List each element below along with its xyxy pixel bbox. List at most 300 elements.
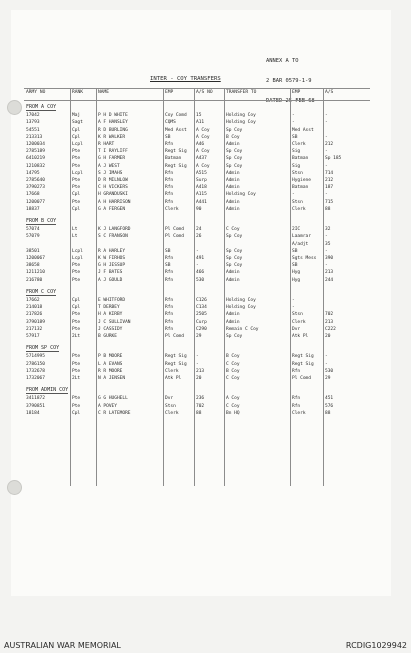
table-cell: 3790189 bbox=[26, 319, 45, 325]
table-row bbox=[24, 297, 370, 304]
table-row bbox=[24, 326, 370, 333]
table-cell: 90 bbox=[196, 206, 202, 212]
table-cell: 54551 bbox=[26, 127, 40, 133]
table-cell: SB bbox=[165, 134, 171, 140]
table-cell: Clerk bbox=[292, 206, 306, 212]
table-cell: Stsn bbox=[292, 170, 303, 176]
table-cell: Curp bbox=[196, 319, 207, 325]
table-cell: - bbox=[196, 354, 199, 360]
table-cell: Pte bbox=[72, 156, 81, 162]
table-cell: A Coy bbox=[196, 127, 210, 133]
table-cell: Rfn bbox=[165, 298, 174, 303]
section-heading-text: FROM B COY bbox=[26, 218, 57, 224]
table-cell: Cpl bbox=[72, 298, 81, 303]
table-cell: - bbox=[292, 120, 295, 126]
table-cell: K R WALKER bbox=[98, 134, 126, 140]
table-cell: Pl Comd bbox=[165, 227, 184, 233]
table-cell: Pl Comd bbox=[292, 376, 311, 381]
table-row bbox=[24, 233, 370, 240]
column-header: TRANSFER TO bbox=[226, 90, 257, 95]
table-cell: G H FARMER bbox=[98, 156, 126, 162]
section-heading-text: FROM SP COY bbox=[26, 345, 60, 352]
table-cell: 576 bbox=[325, 403, 334, 409]
table-cell: - bbox=[292, 192, 295, 198]
table-cell: - bbox=[325, 361, 328, 367]
table-cell: J CASSIDY bbox=[98, 326, 123, 332]
table-row bbox=[24, 241, 370, 248]
table-cell: - bbox=[325, 263, 328, 269]
table-cell: Pte bbox=[72, 178, 81, 183]
archive-footer bbox=[0, 640, 411, 653]
table-cell: 20 bbox=[325, 334, 331, 339]
table-cell: 2IC bbox=[292, 227, 301, 233]
table-cell: Clerk bbox=[165, 410, 179, 416]
table-cell: - bbox=[196, 263, 199, 269]
table-cell: Cpl bbox=[72, 134, 81, 140]
table-cell: Holding Coy bbox=[226, 298, 256, 303]
table-cell: A POVEY bbox=[98, 403, 117, 409]
table-cell: A F HANSLEY bbox=[98, 120, 128, 126]
table-cell: 17662 bbox=[26, 298, 40, 303]
table-cell: CQMS bbox=[165, 120, 176, 126]
table-cell: 1732678 bbox=[26, 368, 45, 374]
table-cell: 1210832 bbox=[26, 163, 45, 169]
table-cell: A46 bbox=[196, 142, 205, 147]
section-heading-text: FROM A COY bbox=[26, 104, 57, 110]
table-row bbox=[24, 134, 370, 141]
table-cell: 187 bbox=[325, 185, 334, 191]
table-cell: Lt bbox=[72, 227, 78, 233]
table-cell: 216780 bbox=[26, 277, 43, 283]
table-row bbox=[24, 191, 370, 198]
table-cell: H A KIRBY bbox=[98, 312, 123, 318]
table-cell: Rfn bbox=[165, 270, 174, 276]
table-row bbox=[24, 170, 370, 177]
table-cell: Pl Comd bbox=[165, 334, 184, 339]
table-cell: G G HUGHELL bbox=[98, 396, 128, 402]
table-cell: C Coy bbox=[226, 227, 240, 233]
table-cell: Sp Coy bbox=[226, 256, 243, 261]
table-cell: 3790273 bbox=[26, 185, 45, 191]
column-header: NAME bbox=[98, 90, 110, 95]
table-cell: Sig bbox=[292, 163, 301, 169]
table-cell: - bbox=[325, 248, 328, 254]
table-cell: G A FERGEN bbox=[98, 206, 126, 212]
table-cell: - bbox=[292, 305, 295, 311]
table-cell: 3790851 bbox=[26, 403, 45, 409]
table-row bbox=[24, 361, 370, 368]
table-cell: Rfn bbox=[165, 178, 174, 183]
table-cell: C222 bbox=[325, 326, 336, 332]
table-cell: 38658 bbox=[26, 263, 40, 269]
table-row bbox=[24, 248, 370, 255]
table-cell: 714 bbox=[325, 170, 334, 176]
table-cell: Pte bbox=[72, 326, 81, 332]
table-cell: 236 bbox=[196, 396, 205, 402]
table-cell: Clerk bbox=[292, 319, 306, 325]
table-row bbox=[24, 148, 370, 155]
section-heading-text: FROM ADMIN COY bbox=[26, 387, 69, 394]
table-cell: 57917 bbox=[26, 334, 40, 339]
table-cell: Lt bbox=[72, 234, 78, 240]
table-cell: Sig bbox=[292, 149, 301, 155]
table-cell: 1200067 bbox=[26, 256, 45, 261]
table-cell: A Coy bbox=[196, 134, 210, 140]
table-cell: Remain C Coy bbox=[226, 326, 259, 332]
table-cell: B GURKE bbox=[98, 334, 117, 339]
table-row bbox=[24, 226, 370, 233]
table-cell: 491 bbox=[196, 256, 205, 261]
table-cell: 38501 bbox=[26, 248, 40, 254]
table-row bbox=[24, 206, 370, 213]
table-cell: - bbox=[196, 248, 199, 254]
table-cell: Rfn bbox=[165, 312, 174, 318]
table-row bbox=[24, 410, 370, 417]
table-cell: Hyg bbox=[292, 270, 301, 276]
table-cell: SB bbox=[292, 263, 298, 269]
table-row bbox=[24, 184, 370, 191]
table-cell: A418 bbox=[196, 185, 207, 191]
table-cell: L A EVANS bbox=[98, 361, 123, 367]
table-cell: 17668 bbox=[26, 192, 40, 198]
table-cell: 2Lt bbox=[72, 376, 81, 381]
table-cell: D R MILNLOW bbox=[98, 178, 128, 183]
annex-line-2: 2 BAR 0579-1-9 bbox=[266, 77, 312, 84]
table-cell: Cpl bbox=[72, 192, 81, 198]
table-cell: - bbox=[292, 113, 295, 119]
table-cell: K J LANGFORD bbox=[98, 227, 131, 233]
header-rule bbox=[24, 100, 370, 101]
table-cell: 14795 bbox=[26, 170, 40, 176]
table-cell: Clerk bbox=[165, 368, 179, 374]
table-cell: C290 bbox=[196, 326, 207, 332]
table-cell: T I RAYLIFF bbox=[98, 149, 128, 155]
document-title: INTER - COY TRANSFERS bbox=[150, 76, 221, 82]
table-cell: 5714995 bbox=[26, 354, 45, 360]
table-cell: 35 bbox=[325, 241, 331, 247]
table-cell: Holding Coy bbox=[226, 192, 256, 198]
table-cell: Pl Comd bbox=[165, 234, 184, 240]
archive-reference: RCDIG1029942 bbox=[345, 641, 407, 650]
table-cell: Admin bbox=[226, 277, 240, 283]
table-cell: Batman bbox=[165, 156, 182, 162]
table-row bbox=[24, 311, 370, 318]
table-cell: 2505 bbox=[196, 312, 207, 318]
table-cell: Stsn bbox=[292, 199, 303, 205]
table-cell: Stsn bbox=[165, 403, 176, 409]
table-cell: N A JENSEN bbox=[98, 376, 126, 381]
table-cell: B Coy bbox=[226, 368, 240, 374]
table-cell: Batman bbox=[292, 156, 309, 162]
table-row bbox=[24, 304, 370, 311]
table-cell: Pte bbox=[72, 396, 81, 402]
table-cell: Pte bbox=[72, 263, 81, 269]
table-cell: 217826 bbox=[26, 312, 43, 318]
table-cell: 466 bbox=[196, 270, 205, 276]
punch-hole bbox=[7, 100, 22, 115]
table-cell: T DERBEY bbox=[98, 305, 120, 311]
table-cell: Rfn bbox=[292, 396, 301, 402]
table-cell: Admin bbox=[226, 178, 240, 183]
section-heading bbox=[26, 345, 59, 352]
table-cell: P B MOORE bbox=[98, 354, 123, 360]
table-cell: Sgts Mess bbox=[292, 256, 317, 261]
table-cell: Admin bbox=[226, 312, 240, 318]
table-cell: Med Asst bbox=[165, 127, 187, 133]
section-heading bbox=[26, 218, 56, 225]
table-cell: 213 bbox=[325, 270, 334, 276]
table-cell: A J GOULD bbox=[98, 277, 123, 283]
table-cell: SB bbox=[165, 248, 171, 254]
table-cell: Sp Coy bbox=[226, 263, 243, 269]
section-heading-text: FROM C COY bbox=[26, 288, 57, 295]
table-cell: 530 bbox=[196, 277, 205, 283]
table-cell: 18184 bbox=[26, 410, 40, 416]
table-cell: SB bbox=[165, 263, 171, 269]
table-cell: Sp Coy bbox=[226, 149, 243, 155]
table-row bbox=[24, 141, 370, 148]
table-cell: A11 bbox=[196, 120, 205, 126]
table-cell: 212 bbox=[325, 142, 334, 147]
table-cell: Rfn bbox=[292, 403, 301, 409]
table-cell: E WHITFORD bbox=[98, 298, 126, 303]
table-cell: Admin bbox=[226, 185, 240, 191]
table-cell: Holding Coy bbox=[226, 113, 256, 119]
table-cell: 217132 bbox=[26, 326, 43, 332]
table-cell: Maj bbox=[72, 113, 81, 119]
table-cell: Rfn bbox=[165, 305, 174, 311]
table-cell: - bbox=[325, 163, 328, 169]
table-cell: 13793 bbox=[26, 120, 40, 126]
table-cell: Sp Coy bbox=[226, 156, 243, 162]
table-row bbox=[24, 127, 370, 134]
table-cell: Sp Coy bbox=[226, 127, 243, 133]
table-cell: SB bbox=[292, 134, 298, 140]
section-heading bbox=[26, 387, 68, 394]
table-cell: Bn HQ bbox=[226, 410, 240, 416]
table-cell: C Coy bbox=[226, 361, 240, 367]
table-cell: 451 bbox=[325, 396, 334, 402]
table-cell: Cpl bbox=[72, 206, 81, 212]
table-cell: Pte bbox=[72, 199, 81, 205]
table-cell: Lcpl bbox=[72, 248, 83, 254]
table-cell: Rfn bbox=[165, 326, 174, 332]
table-cell: 2786150 bbox=[26, 361, 45, 367]
table-cell: 32 bbox=[325, 227, 331, 233]
table-cell: Clerk bbox=[292, 142, 306, 147]
table-cell: Hygiene bbox=[292, 178, 311, 183]
table-cell: - bbox=[325, 134, 328, 140]
table-cell: A Coy bbox=[226, 396, 240, 402]
section-heading bbox=[26, 104, 56, 111]
table-cell: Admin bbox=[226, 142, 240, 147]
table-cell: Rfn bbox=[165, 277, 174, 283]
table-cell: Admin bbox=[226, 170, 240, 176]
table-row bbox=[24, 163, 370, 170]
table-cell: C134 bbox=[196, 305, 207, 311]
table-cell: A441 bbox=[196, 199, 207, 205]
table-cell: Atk Pl bbox=[165, 376, 182, 381]
table-cell: Cpl bbox=[72, 127, 81, 133]
punch-hole bbox=[7, 480, 22, 495]
table-cell: 18837 bbox=[26, 206, 40, 212]
table-cell: 2Lt bbox=[72, 334, 81, 339]
table-cell: 3411872 bbox=[26, 396, 45, 402]
table-cell: Rfn bbox=[165, 319, 174, 325]
table-cell: Sp Coy bbox=[226, 248, 243, 254]
table-cell: - bbox=[325, 113, 328, 119]
table-cell: 702 bbox=[325, 312, 334, 318]
table-cell: Pte bbox=[72, 163, 81, 169]
table-row bbox=[24, 119, 370, 126]
table-cell: S J IMAHS bbox=[98, 170, 123, 176]
table-cell: Regt Sig bbox=[165, 354, 187, 360]
table-row bbox=[24, 368, 370, 375]
table-cell: - bbox=[325, 120, 328, 126]
table-cell: 2785640 bbox=[26, 178, 45, 183]
table-cell: 26 bbox=[196, 234, 202, 240]
table-cell: - bbox=[292, 298, 295, 303]
table-cell: Regt Sig bbox=[165, 149, 187, 155]
table-cell: Coy Comd bbox=[165, 113, 187, 119]
table-cell: R A HARLEY bbox=[98, 248, 126, 254]
table-cell: Dvr bbox=[165, 396, 174, 402]
table-cell: 88 bbox=[196, 410, 202, 416]
table-cell: R HART bbox=[98, 142, 115, 147]
table-row bbox=[24, 277, 370, 284]
table-cell: - bbox=[325, 354, 328, 360]
table-cell: 715 bbox=[325, 199, 334, 205]
archive-name: AUSTRALIAN WAR MEMORIAL bbox=[4, 641, 121, 650]
table-cell: Regt Sig bbox=[292, 354, 314, 360]
table-cell: G H JESSUP bbox=[98, 263, 126, 269]
table-cell: 213313 bbox=[26, 134, 43, 140]
column-header: ARMY NO bbox=[26, 90, 46, 95]
table-cell: R R MOORE bbox=[98, 368, 123, 374]
table-cell: P H D WHITE bbox=[98, 113, 128, 119]
table-cell: - bbox=[325, 234, 328, 240]
table-row bbox=[24, 199, 370, 206]
table-cell: 390 bbox=[325, 256, 334, 261]
table-cell: Rfn bbox=[165, 256, 174, 261]
table-cell: Cpl bbox=[72, 410, 81, 416]
table-cell: Lcpl bbox=[72, 170, 83, 176]
table-cell: Lcpl bbox=[72, 256, 83, 261]
table-cell: A Coy bbox=[196, 149, 210, 155]
transfers-table bbox=[24, 88, 370, 486]
table-row bbox=[24, 395, 370, 402]
table-cell: C Coy bbox=[226, 376, 240, 381]
table-cell: A515 bbox=[196, 170, 207, 176]
header-rule bbox=[24, 88, 370, 89]
table-cell: Sagt bbox=[72, 120, 83, 126]
table-cell: B Coy bbox=[226, 134, 240, 140]
table-cell: Stsn bbox=[292, 312, 303, 318]
table-cell: A Coy bbox=[196, 163, 210, 169]
table-cell: 29 bbox=[325, 376, 331, 381]
table-row bbox=[24, 112, 370, 119]
column-header: RANK bbox=[72, 90, 84, 95]
table-cell: Regt Sig bbox=[165, 361, 187, 367]
annex-line-3: DATED 25 FEB 68 bbox=[266, 98, 315, 105]
table-cell: 1200034 bbox=[26, 142, 45, 147]
table-cell: 24 bbox=[196, 227, 202, 233]
table-row bbox=[24, 375, 370, 382]
table-cell: 1211210 bbox=[26, 270, 45, 276]
table-cell: Batman bbox=[292, 185, 309, 191]
table-cell: Pte bbox=[72, 277, 81, 283]
table-cell: S C FRANSON bbox=[98, 234, 128, 240]
table-cell: 20 bbox=[196, 376, 202, 381]
table-cell: Surp bbox=[196, 178, 207, 183]
table-cell: Pte bbox=[72, 319, 81, 325]
table-row bbox=[24, 333, 370, 340]
table-cell: Sp Coy bbox=[226, 163, 243, 169]
table-cell: Holding Coy bbox=[226, 120, 256, 126]
table-cell: Pte bbox=[72, 361, 81, 367]
table-cell: 1200077 bbox=[26, 199, 45, 205]
table-cell: Atk Pl bbox=[292, 334, 309, 339]
annex-line-1: ANNEX A TO bbox=[266, 57, 299, 64]
table-cell: Pte bbox=[72, 403, 81, 409]
table-cell: J F BATES bbox=[98, 270, 123, 276]
table-cell: A115 bbox=[196, 192, 207, 198]
table-cell: Clerk bbox=[292, 410, 306, 416]
table-cell: - bbox=[196, 361, 199, 367]
table-row bbox=[24, 255, 370, 262]
table-cell: Holding Coy bbox=[226, 305, 256, 311]
table-cell: 1732067 bbox=[26, 376, 45, 381]
table-cell: 29 bbox=[196, 334, 202, 339]
table-cell: Rfn bbox=[165, 170, 174, 176]
section-heading bbox=[26, 289, 56, 296]
table-cell: Rfn bbox=[165, 185, 174, 191]
table-cell: Rfn bbox=[165, 192, 174, 198]
table-cell: - bbox=[325, 192, 328, 198]
table-row bbox=[24, 262, 370, 269]
table-cell: A437 bbox=[196, 156, 207, 162]
table-cell: H GRANDUSKI bbox=[98, 192, 128, 198]
table-cell: Admin bbox=[226, 206, 240, 212]
table-cell: 88 bbox=[325, 206, 331, 212]
table-cell: 88 bbox=[325, 410, 331, 416]
table-row bbox=[24, 353, 370, 360]
table-cell: Admin bbox=[226, 270, 240, 276]
table-cell: Regt Sig bbox=[292, 361, 314, 367]
table-cell: 2785189 bbox=[26, 149, 45, 155]
table-cell: A/adjt bbox=[292, 241, 309, 247]
table-cell: Regt Sig bbox=[165, 163, 187, 169]
table-cell: Rfn bbox=[165, 199, 174, 205]
table-cell: Laamrar bbox=[292, 234, 311, 240]
table-cell: K W FIRHOS bbox=[98, 256, 126, 261]
table-cell: Sp Coy bbox=[226, 334, 243, 339]
table-cell: 17042 bbox=[26, 113, 40, 119]
table-cell: Sp Coy bbox=[226, 234, 243, 240]
table-cell: Hyg bbox=[292, 277, 301, 283]
table-cell: Admin bbox=[226, 199, 240, 205]
table-row bbox=[24, 155, 370, 162]
table-cell: Pte bbox=[72, 185, 81, 191]
table-cell: C R LATEMORE bbox=[98, 410, 131, 416]
table-cell: Pte bbox=[72, 354, 81, 360]
table-cell: 530 bbox=[325, 368, 334, 374]
table-cell: 15 bbox=[196, 113, 202, 119]
table-cell: B Coy bbox=[226, 354, 240, 360]
table-cell: Med Asst bbox=[292, 127, 314, 133]
column-header: EMP bbox=[165, 90, 174, 95]
table-cell: A J WEST bbox=[98, 163, 120, 169]
